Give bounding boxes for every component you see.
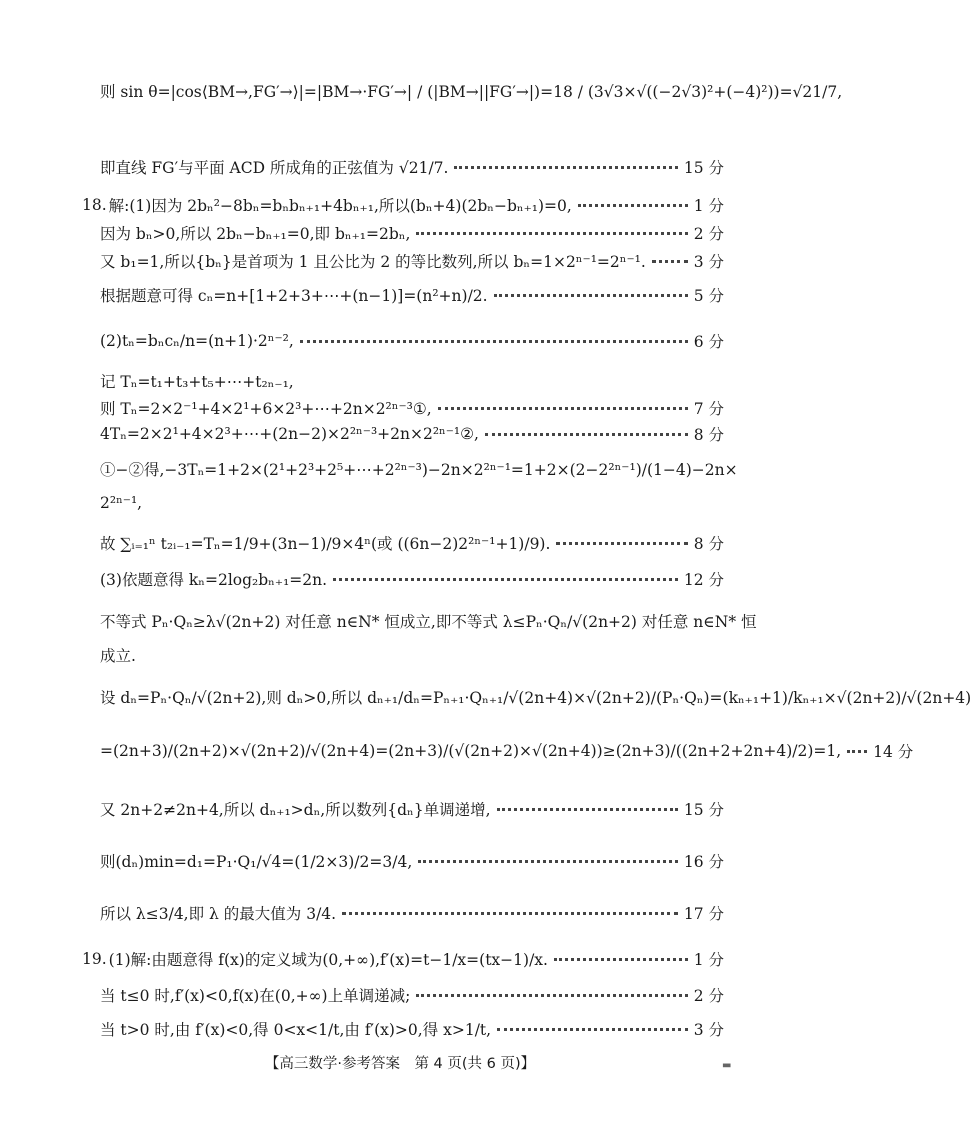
score-label: 2 分 — [693, 225, 724, 243]
solution-line — [100, 902, 724, 924]
line-text: 根据题意可得 cₙ=n+[1+2+3+⋯+(n−1)]=(n²+n)/2. — [100, 287, 488, 305]
solution-line — [100, 1018, 724, 1040]
solution-line — [100, 397, 724, 419]
line-text: 则(dₙ)min=d₁=P₁·Q₁/√4=(1/2×3)/2=3/4, — [100, 853, 413, 871]
line-text: 不等式 Pₙ·Qₙ≥λ√(2n+2) 对任意 n∈N* 恒成立,即不等式 λ≤Pₙ·Qₙ/√(2n+2) 对任意 n∈N* 恒 — [100, 613, 757, 631]
line-text: 因为 bₙ>0,所以 2bₙ−bₙ₊₁=0,即 bₙ₊₁=2bₙ, — [100, 225, 411, 243]
score-label: 1 分 — [693, 951, 724, 969]
line-text: ①−②得,−3Tₙ=1+2×(2¹+2³+2⁵+⋯+2²ⁿ⁻³)−2n×2²ⁿ⁻¹=1+2×(2−2²ⁿ⁻¹)/(1−4)−2n× — [100, 461, 738, 479]
leader-dots — [652, 260, 688, 263]
score-label: 16 分 — [683, 853, 724, 871]
problem-number: 19. — [82, 950, 107, 968]
solution-line — [100, 494, 724, 512]
score-label: 2 分 — [693, 987, 724, 1005]
solution-line — [100, 458, 738, 480]
leader-dots — [554, 958, 688, 961]
leader-dots — [342, 912, 678, 915]
solution-line — [100, 686, 971, 708]
leader-dots — [847, 750, 867, 753]
line-text: 2²ⁿ⁻¹, — [100, 494, 143, 512]
leader-dots — [454, 166, 677, 169]
line-text: =(2n+3)/(2n+2)×√(2n+2)/√(2n+4)=(2n+3)/(√(2n+2)×√(2n+4))≥(2n+3)/((2n+2+2n+4)/2)=1, — [100, 742, 842, 760]
solution-line — [100, 156, 724, 178]
line-text: 即直线 FG′与平面 ACD 所成角的正弦值为 √21/7. — [100, 159, 449, 177]
leader-dots — [333, 578, 678, 581]
score-label: 15 分 — [683, 801, 724, 819]
problem-number: 18. — [82, 196, 107, 214]
leader-dots — [556, 542, 687, 545]
score-label: 12 分 — [683, 571, 724, 589]
solution-line — [82, 194, 724, 216]
leader-dots — [300, 340, 688, 343]
line-text: (2)tₙ=bₙcₙ/n=(n+1)·2ⁿ⁻², — [100, 332, 294, 350]
score-label: 17 分 — [683, 905, 724, 923]
line-text: 故 ∑ᵢ₌₁ⁿ t₂ᵢ₋₁=Tₙ=1/9+(3n−1)/9×4ⁿ(或 ((6n−2)2²ⁿ⁻¹+1)/9). — [100, 535, 551, 553]
solution-line — [100, 644, 724, 666]
solution-line — [100, 984, 724, 1006]
line-text: 成立. — [100, 647, 136, 665]
solution-line — [100, 80, 843, 102]
line-text: 又 b₁=1,所以{bₙ}是首项为 1 且公比为 2 的等比数列,所以 bₙ=1×2ⁿ⁻¹=2ⁿ⁻¹. — [100, 253, 646, 271]
solution-line — [100, 370, 724, 392]
solution-line — [100, 222, 724, 244]
page-footer: 【高三数学·参考答案 第 4 页(共 6 页)】 — [264, 1056, 536, 1072]
leader-dots — [497, 808, 678, 811]
leader-dots — [418, 860, 678, 863]
line-text: (3)依题意得 kₙ=2log₂bₙ₊₁=2n. — [100, 571, 328, 589]
leader-dots — [578, 204, 688, 207]
score-label: 14 分 — [873, 743, 914, 761]
leader-dots — [416, 994, 687, 997]
score-label: 5 分 — [693, 287, 724, 305]
score-label: 7 分 — [693, 400, 724, 418]
line-text: 所以 λ≤3/4,即 λ 的最大值为 3/4. — [100, 905, 337, 923]
score-label: 1 分 — [693, 197, 724, 215]
solution-line — [100, 740, 914, 762]
corner-mark: ▬ — [722, 1060, 732, 1071]
solution-line — [100, 423, 724, 445]
leader-dots — [494, 294, 688, 297]
solution-line — [100, 284, 724, 306]
line-text: 则 Tₙ=2×2⁻¹+4×2¹+6×2³+⋯+2n×2²ⁿ⁻³①, — [100, 400, 432, 418]
score-label: 8 分 — [693, 426, 724, 444]
leader-dots — [485, 433, 688, 436]
solution-line — [100, 568, 724, 590]
score-label: 3 分 — [693, 1021, 724, 1039]
solution-line — [100, 850, 724, 872]
solution-line — [100, 250, 724, 272]
line-text: 设 dₙ=Pₙ·Qₙ/√(2n+2),则 dₙ>0,所以 dₙ₊₁/dₙ=Pₙ₊₁·Qₙ₊₁/√(2n+4)×√(2n+2)/(Pₙ·Qₙ)=(kₙ₊₁+1)/kₙ₊₁×√(2n+2)/√(2n+4) — [100, 689, 971, 707]
score-label: 3 分 — [693, 253, 724, 271]
solution-line — [100, 532, 724, 554]
leader-dots — [438, 407, 688, 410]
line-text: 又 2n+2≠2n+4,所以 dₙ₊₁>dₙ,所以数列{dₙ}单调递增, — [100, 801, 491, 819]
solution-line — [100, 330, 724, 352]
leader-dots — [416, 232, 687, 235]
score-label: 8 分 — [693, 535, 724, 553]
leader-dots — [497, 1028, 688, 1031]
score-label: 15 分 — [683, 159, 724, 177]
solution-line — [100, 798, 724, 820]
line-text: 解:(1)因为 2bₙ²−8bₙ=bₙbₙ₊₁+4bₙ₊₁,所以(bₙ+4)(2bₙ−bₙ₊₁)=0, — [108, 197, 572, 215]
score-label: 6 分 — [693, 333, 724, 351]
line-text: (1)解:由题意得 f(x)的定义域为(0,+∞),f′(x)=t−1/x=(tx−1)/x. — [108, 951, 548, 969]
line-text: 则 sin θ=|cos⟨BM→,FG′→⟩|=|BM→·FG′→| / (|BM→||FG′→|)=18 / (3√3×√((−2√3)²+(−4)²))=√21/7, — [100, 83, 843, 101]
solution-line — [82, 948, 724, 970]
line-text: 4Tₙ=2×2¹+4×2³+⋯+(2n−2)×2²ⁿ⁻³+2n×2²ⁿ⁻¹②, — [100, 425, 479, 443]
line-text: 当 t≤0 时,f′(x)<0,f(x)在(0,+∞)上单调递减; — [100, 987, 411, 1005]
solution-line — [100, 610, 757, 632]
line-text: 当 t>0 时,由 f′(x)<0,得 0<x<1/t,由 f′(x)>0,得 x>1/t, — [100, 1021, 492, 1039]
line-text: 记 Tₙ=t₁+t₃+t₅+⋯+t₂ₙ₋₁, — [100, 373, 294, 391]
